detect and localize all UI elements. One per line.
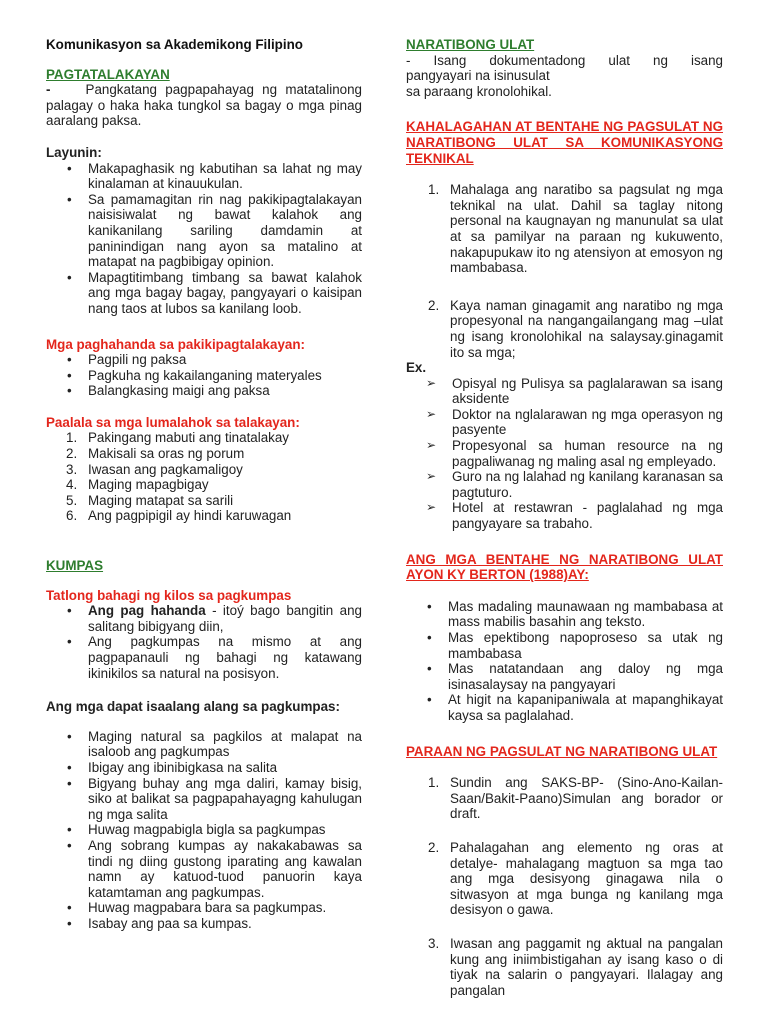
item-number: 1. — [66, 430, 78, 446]
item-number: 2. — [428, 297, 440, 313]
list-item — [46, 477, 362, 493]
list-spacer — [406, 822, 723, 840]
naratibong-definition-line3: sa paraang kronolohikal. — [406, 83, 552, 99]
list-item — [46, 508, 362, 524]
list-item: • Mas natatandaan ang daloy ng mga isinasalaysay na pangyayari — [406, 661, 723, 692]
document-title: Komunikasyon sa Akademikong Filipino — [46, 37, 303, 52]
list-item: • Pagkuha ng kakailanganing materyales — [46, 368, 362, 384]
item-text: Maging matapat sa sarili — [88, 492, 234, 508]
list-item: • Mas epektibong napoproseso sa utak ng mambabasa — [406, 630, 723, 661]
item-number: 1. — [428, 775, 440, 791]
item-number: 3. — [428, 935, 440, 951]
list-item — [46, 493, 362, 509]
list-item: • Bigyang buhay ang mga daliri, kamay bisig, siko at balikat sa pagpapahayagng kahulugan ng mga salita — [46, 776, 362, 823]
examples-list — [406, 376, 723, 532]
item-text: Pahalagahan ang elemento ng oras at detalye- mahalagang magtuon sa mga tao ang mga desisyong ginagawa nila o sitwasyon at mga bunga ng kanilang mga desisyon o gawa. — [450, 839, 723, 918]
bentahe-heading: ANG MGA BENTAHE NG NARATIBONG ULAT AYON KY BERTON (1988)AY: — [406, 551, 723, 583]
kumpas-heading: KUMPAS — [46, 558, 104, 574]
item-number: 1. — [428, 182, 440, 198]
definition-dash: - — [46, 82, 51, 98]
item-text: Mahalaga ang naratibo sa pagsulat ng mga teknikal na ulat. Dahil sa taglay nitong personal na kaugnayan ng manunulat sa ulat at sa pamilyar na paraan ng kukuwento, nakapupukaw ito ng atensiyon at emosyon ng mambabasa. — [450, 182, 723, 276]
bentahe-list — [406, 599, 723, 724]
item-text: Ang pagkumpas na mismo at ang pagpapanauli ng bahagi ng katawang ikinikilos sa natural na posisyon. — [88, 634, 362, 681]
right-column — [406, 37, 723, 998]
list-item — [406, 298, 723, 360]
list-item: • Ibigay ang ibinibigkasa na salita — [46, 760, 362, 776]
list-item: • Huwag magpabara bara sa pagkumpas. — [46, 900, 362, 916]
list-item: ➢ Guro na ng lalahad ng kanilang karanasan sa pagtuturo. — [406, 469, 723, 500]
item-number: 4. — [66, 477, 78, 493]
item-text: Makisali sa oras ng porum — [88, 446, 245, 462]
list-spacer — [406, 276, 723, 298]
item-term: Ang pag hahanda — [88, 603, 206, 619]
list-item: • Maging natural sa pagkilos at malapat na isaloob ang pagkumpas — [46, 729, 362, 760]
naratibong-definition-line1: - Isang dokumentadong ulat ng isang — [406, 52, 723, 68]
list-item — [406, 775, 723, 822]
dapat-isaalang-list — [46, 729, 362, 932]
list-item — [406, 840, 723, 918]
kahalagahan-heading: KAHALAGAHAN AT BENTAHE NG PAGSULAT NG NARATIBONG ULAT SA KOMUNIKASYONG TEKNIKAL — [406, 119, 723, 166]
list-item: • Mas madaling maunawaan ng mambabasa at mass mabilis basahin ang teksto. — [406, 599, 723, 630]
item-text: Kaya naman ginagamit ang naratibo ng mga propesyonal na nangangailangang mag –ulat ng isang kronolohikal na salaysay.ginagamit ito sa mga; — [450, 297, 723, 360]
list-item — [406, 936, 723, 998]
item-text: Pakingang mabuti ang tinatalakay — [88, 430, 289, 446]
kahalagahan-list — [406, 182, 723, 360]
item-text: Sundin ang SAKS-BP- (Sino-Ano-Kailan-Saan/Bakit-Paano)Simulan ang borador or draft. — [450, 775, 723, 822]
tatlong-bahagi-heading: Tatlong bahagi ng kilos sa pagkumpas — [46, 587, 292, 603]
pagtatalakayan-definition — [46, 82, 362, 129]
list-item: • Ang sobrang kumpas ay nakakabawas sa tindi ng diing gustong iparating ang kawalan namn ay katuod-tuod panuorin kaya katamtaman ang pagkumpas. — [46, 838, 362, 900]
list-item: • Sa pamamagitan rin nag pakikipagtalakayan naisisiwalat ng bawat kalahok ang kanikanilang sariling damdamin at paninindigan nang ayon sa matalino at matapat na pagbibigay opinion. — [46, 192, 362, 270]
paghahanda-list — [46, 352, 362, 399]
list-item: • Balangkasing maigi ang paksa — [46, 383, 362, 399]
item-text: - itoý bago bangitin ang salitang bibigyang diin, — [88, 603, 362, 634]
item-number: 2. — [428, 839, 440, 855]
list-item — [46, 446, 362, 462]
list-item: • Mapagtitimbang timbang sa bawat kalahok ang mga bagay bagay, pangyayari o kaisipan nang taos at lubos sa kanilang loob. — [46, 270, 362, 317]
paraan-list — [406, 775, 723, 998]
paghahanda-heading: Mga paghahanda sa pakikipagtalakayan: — [46, 336, 305, 352]
list-item: • Isabay ang paa sa kumpas. — [46, 916, 362, 932]
list-item: • At higit na kapanipaniwala at mapanghikayat kaysa sa paglalahad. — [406, 692, 723, 723]
list-item: • Makapaghasik ng kabutihan sa lahat ng may kinalaman at kinauukulan. — [46, 161, 362, 192]
paalala-list — [46, 430, 362, 524]
list-item: ➢ Hotel at restawran - paglalahad ng mga pangyayare sa trabaho. — [406, 500, 723, 531]
dapat-isaalang-heading: Ang mga dapat isaalang alang sa pagkumpas: — [46, 699, 340, 715]
list-item: ➢ Doktor na nglalarawan ng mga operasyon ng pasyente — [406, 407, 723, 438]
paraan-heading: PARAAN NG PAGSULAT NG NARATIBONG ULAT — [406, 743, 718, 759]
naratibong-ulat-heading: NARATIBONG ULAT — [406, 37, 535, 52]
list-item — [46, 603, 362, 634]
list-spacer — [406, 918, 723, 936]
list-item — [46, 462, 362, 478]
tatlong-bahagi-list — [46, 603, 362, 681]
item-text: Ang pagpipigil ay hindi karuwagan — [88, 508, 292, 524]
pagtatalakayan-heading: PAGTATALAKAYAN — [46, 66, 170, 82]
list-item: ➢ Propesyonal sa human resource na ng pagpaliwanag ng maling asal ng empleyado. — [406, 438, 723, 469]
ex-label: Ex. — [406, 360, 427, 376]
item-number: 5. — [66, 492, 78, 508]
layunin-label: Layunin: — [46, 144, 102, 160]
list-item — [46, 634, 362, 681]
naratibong-definition-line2: pangyayari na isinusulat — [406, 68, 550, 84]
layunin-list — [46, 161, 362, 317]
list-item: • Huwag magpabigla bigla sa pagkumpas — [46, 822, 362, 838]
left-column — [46, 37, 362, 932]
item-number: 2. — [66, 446, 78, 462]
item-text: Maging mapagbigay — [88, 477, 209, 493]
list-item — [46, 430, 362, 446]
list-item: • Pagpili ng paksa — [46, 352, 362, 368]
item-number: 6. — [66, 508, 78, 524]
item-text: Iwasan ang paggamit ng aktual na pangalan kung ang iniimbistigahan ay isang kaso o di tiyak na salarin o pangyayari. Ilalagay ang pangalan — [450, 935, 723, 998]
paalala-heading: Paalala sa mga lumalahok sa talakayan: — [46, 414, 300, 430]
definition-text: Pangkatang pagpapahayag ng matatalinong palagay o haka haka tungkol sa bagay o mga pinag aaralang paksa. — [46, 82, 362, 129]
list-item — [406, 182, 723, 276]
list-item: ➢ Opisyal ng Pulisya sa paglalarawan sa isang aksidente — [406, 376, 723, 407]
item-number: 3. — [66, 461, 78, 477]
item-text: Iwasan ang pagkamaligoy — [88, 461, 243, 477]
